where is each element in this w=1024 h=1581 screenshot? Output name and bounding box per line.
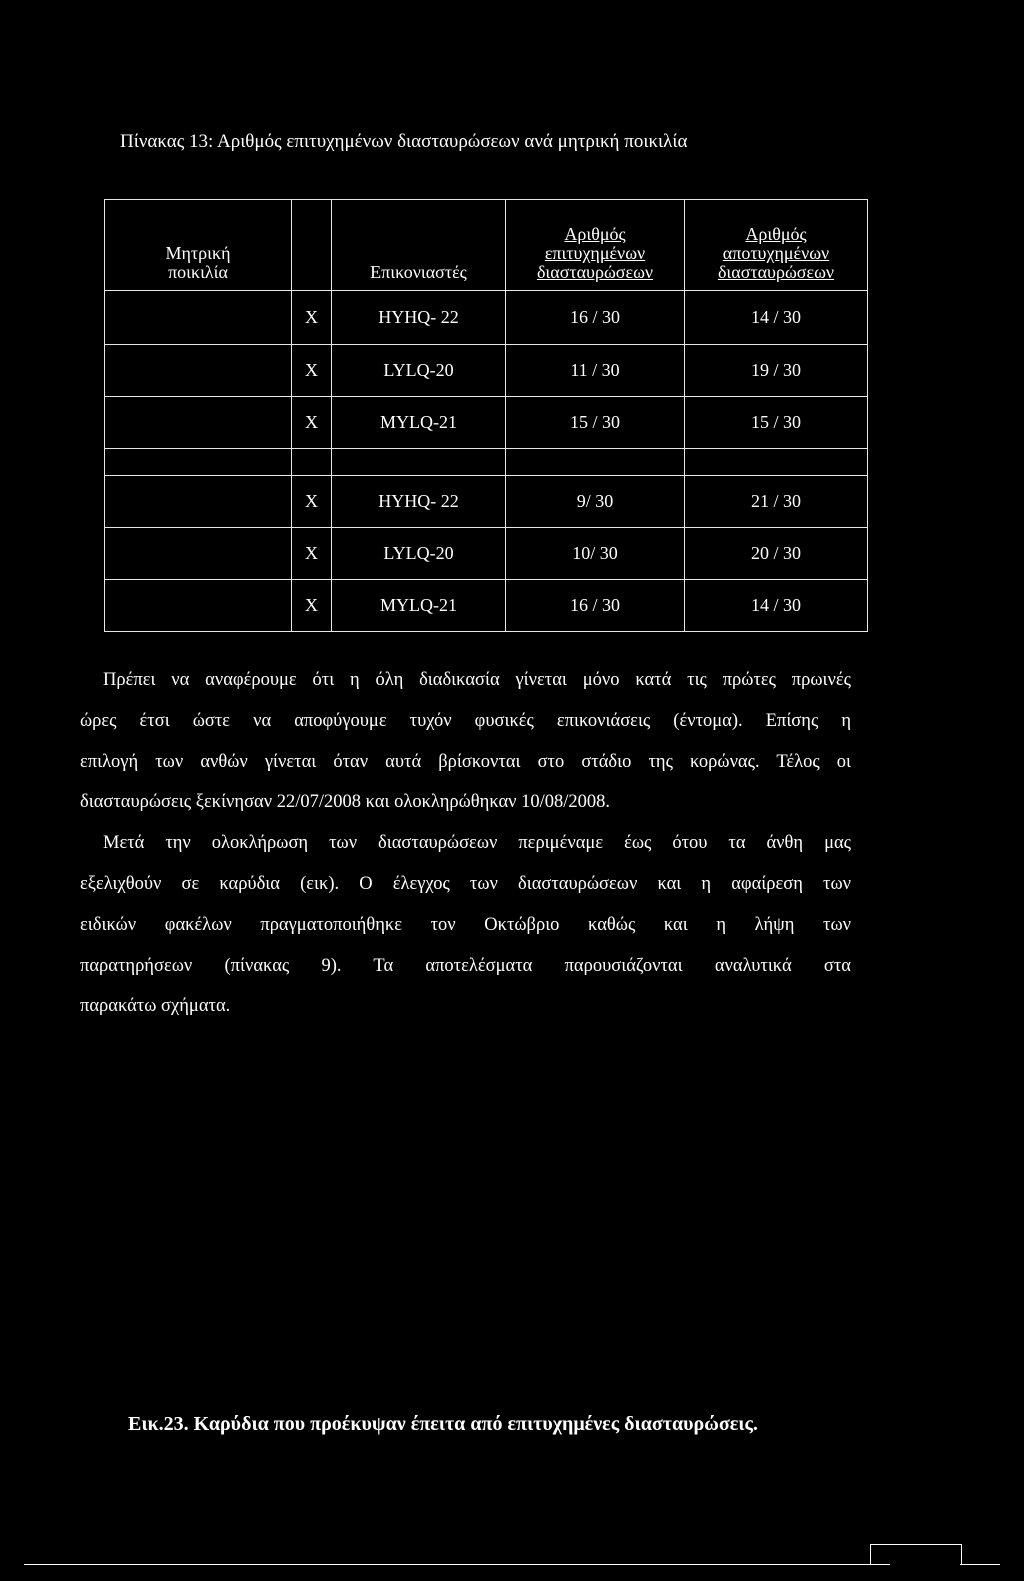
footer-mark — [870, 1544, 962, 1565]
p1-line-1: Πρέπει να αναφέρουμε ότι η όλη διαδικασία γίνεται μόνο κατά τις πρώτες πρωινές — [103, 670, 851, 690]
table-row — [105, 476, 868, 528]
paragraph-2 — [80, 823, 851, 1027]
cell-parent — [105, 476, 292, 528]
cell-pollinator: HYHQ- 22 — [332, 476, 506, 528]
header-parent-line1: Μητρική — [165, 243, 231, 264]
cell-success: 10/ 30 — [506, 528, 685, 580]
table-header-row — [105, 200, 868, 291]
table-row — [105, 291, 868, 345]
cell-fail: 21 / 30 — [685, 476, 868, 528]
spacer-cell — [685, 449, 868, 476]
header-failed-crosses — [685, 200, 868, 291]
header-success-line2: επιτυχημένων — [544, 243, 646, 264]
cell-cross: X — [292, 476, 332, 528]
table-row — [105, 580, 868, 632]
header-successful-crosses — [506, 200, 685, 291]
p1-line-3: επιλογή των ανθών γίνεται όταν αυτά βρίσκονται στο στάδιο της κορώνας. Τέλος οι — [80, 751, 851, 772]
header-success-line1: Αριθμός — [564, 224, 626, 245]
p2-line-1: Μετά την ολοκλήρωση των διασταυρώσεων περιμέναμε έως ότου τα άνθη μας — [103, 833, 851, 854]
spacer-cell — [506, 449, 685, 476]
cell-pollinator: LYLQ-20 — [332, 528, 506, 580]
cell-parent — [105, 397, 292, 449]
table-row — [105, 397, 868, 449]
p1-line-2: ώρες έτσι ώστε να αποφύγουμε τυχόν φυσικές επικονιάσεις (έντομα). Επίσης η — [80, 710, 851, 731]
cell-cross: X — [292, 528, 332, 580]
table-row — [105, 528, 868, 580]
cell-pollinator: MYLQ-21 — [332, 580, 506, 632]
cell-success: 16 / 30 — [506, 580, 685, 632]
table-spacer-row — [105, 449, 868, 476]
cell-success: 16 / 30 — [506, 291, 685, 345]
p1-line-4: διασταυρώσεις ξεκίνησαν 22/07/2008 και ολοκληρώθηκαν 10/08/2008. — [80, 792, 611, 813]
cell-pollinator: HYHQ- 22 — [332, 291, 506, 345]
cell-parent — [105, 528, 292, 580]
header-fail-line2: αποτυχημένων — [722, 243, 830, 264]
cell-success: 9/ 30 — [506, 476, 685, 528]
cell-pollinator: LYLQ-20 — [332, 345, 506, 397]
cell-fail: 14 / 30 — [685, 291, 868, 345]
cell-cross: X — [292, 291, 332, 345]
paragraph-1 — [80, 660, 851, 823]
p2-line-4: παρατηρήσεων (πίνακας 9). Τα αποτελέσματα παρουσιάζονται αναλυτικά στα — [80, 955, 851, 976]
header-cross-sign — [292, 200, 332, 291]
cell-cross: X — [292, 397, 332, 449]
cell-fail: 19 / 30 — [685, 345, 868, 397]
figure-caption: Εικ.23. Καρύδια που προέκυψαν έπειτα από επιτυχημένες διασταυρώσεις. — [128, 1413, 758, 1435]
footer-tail — [960, 1564, 1000, 1565]
p2-line-5: παρακάτω σχήματα. — [80, 996, 231, 1017]
spacer-cell — [105, 449, 292, 476]
header-success-line3: διασταυρώσεων — [536, 262, 654, 283]
cell-cross: X — [292, 345, 332, 397]
table-row — [105, 345, 868, 397]
cell-fail: 20 / 30 — [685, 528, 868, 580]
cell-fail: 14 / 30 — [685, 580, 868, 632]
cell-pollinator: MYLQ-21 — [332, 397, 506, 449]
header-parent-line2: ποικιλία — [168, 262, 228, 283]
spacer-cell — [292, 449, 332, 476]
crosses-table — [104, 199, 868, 632]
header-fail-line3: διασταυρώσεων — [717, 262, 835, 283]
p2-line-2: εξελιχθούν σε καρύδια (εικ). Ο έλεγχος των διασταυρώσεων και η αφαίρεση των — [80, 873, 851, 894]
p2-line-3: ειδικών φακέλων πραγματοποιήθηκε τον Οκτώβριο καθώς και η λήψη των — [80, 914, 851, 935]
footer-rule — [24, 1564, 890, 1565]
cell-cross: X — [292, 580, 332, 632]
spacer-cell — [332, 449, 506, 476]
cell-parent — [105, 580, 292, 632]
cell-success: 15 / 30 — [506, 397, 685, 449]
cell-fail: 15 / 30 — [685, 397, 868, 449]
table-caption: Πίνακας 13: Αριθμός επιτυχημένων διασταυρώσεων ανά μητρική ποικιλία — [120, 131, 688, 152]
header-pollinators: Επικονιαστές — [332, 200, 506, 291]
header-parent-variety — [105, 200, 292, 291]
header-fail-line1: Αριθμός — [745, 224, 807, 245]
cell-parent — [105, 291, 292, 345]
body-text — [80, 660, 851, 1027]
cell-parent — [105, 345, 292, 397]
cell-success: 11 / 30 — [506, 345, 685, 397]
